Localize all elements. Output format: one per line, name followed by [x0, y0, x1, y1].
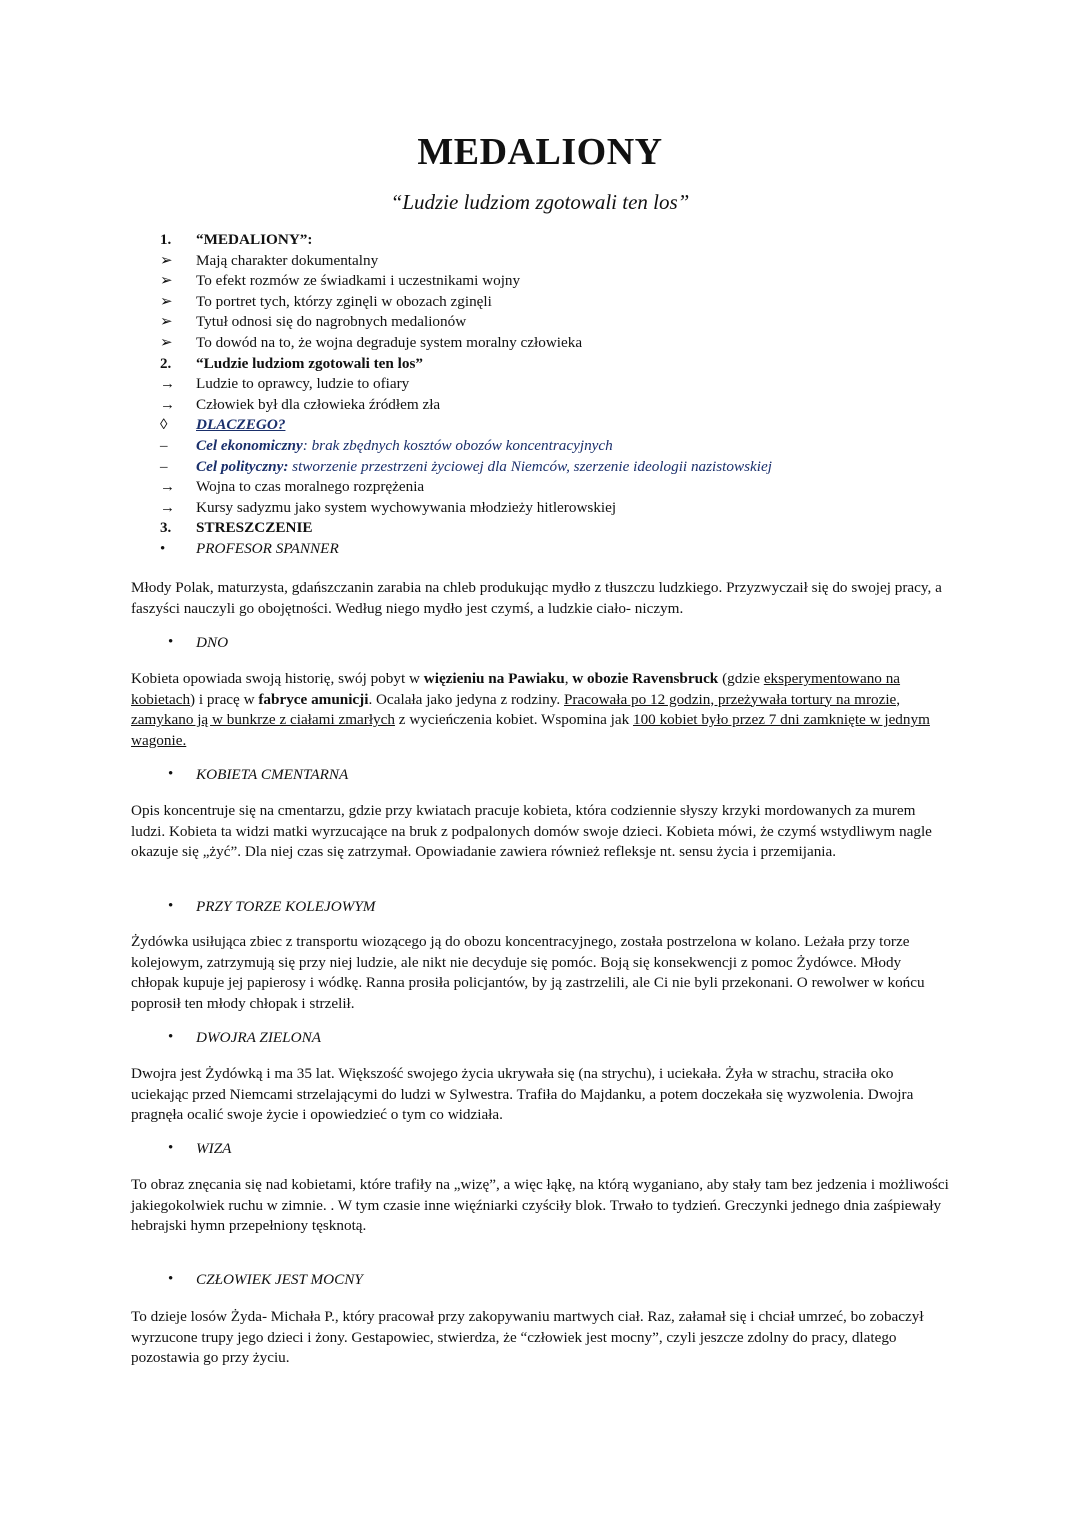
list-item: [160, 292, 1000, 313]
text-run: . Ocalała jako jedyna z rodziny.: [368, 690, 564, 708]
list-lead: Cel ekonomiczny: [196, 436, 303, 454]
list-text: Kursy sadyzmu jako system wychowywania młodzieży hitlerowskiej: [196, 498, 617, 516]
kobieta-paragraph: Opis koncentruje się na cmentarzu, gdzie przy kwiatach pracuje kobieta, która codziennie słyszy krzyki mordowanych za murem ludzi. Kobieta ta widzi matki wyrzucające na bruk z podpalonych domów swoje dzieci. Kobieta mówi, że czymś wstydliwym nagle okazuje się „żyć”. Dla niej czas się zatrzymał. Opowiadanie zawiera również refleksje nt. sensu życia i przemijania.: [131, 802, 932, 861]
arrow-right-icon: →: [160, 396, 175, 413]
dwojra-paragraph: Dwojra jest Żydówką i ma 35 lat. Większość swojego życia ukrywała się (na strychu), i uciekała. Żyła w strachu, straciła oko uciekając przed Niemcami strzelającymi do ludzi w Sylwestra. Trafiła do Majdanku, a potem doczekała się wyzwolenia. Dwojra pragnęła ocalić swoje życie i opowiedzieć o tym co widziała.: [131, 1065, 914, 1124]
list-marker: 1.: [160, 232, 172, 248]
list-heading-dlaczego: DLACZEGO?: [196, 416, 286, 434]
dno-paragraph: [131, 669, 951, 751]
dash-bullet-icon: –: [160, 437, 168, 454]
section-heading: [168, 1271, 363, 1289]
list-item: [160, 395, 1000, 416]
wiza-paragraph: To obraz znęcania się nad kobietami, które trafiły na „wizę”, a więc łąkę, na którą wyganiano, aby stały tam bez jedzenia i możliwości jakiegokolwiek ruchu w zimnie. . W tym czasie inne więźniarki czyściły blok. Trwało to tydzień. Greczynki jednego dnia zaśpiewały hebrajski hymn przepełniony tęsknotą.: [131, 1176, 949, 1235]
bullet-icon: •: [168, 898, 174, 914]
section-title: PRZY TORZE KOLEJOWYM: [196, 898, 376, 915]
list-text: To dowód na to, że wojna degraduje system moralny człowieka: [196, 333, 583, 351]
text-run-bold: w obozie Ravensbruck: [572, 670, 719, 687]
text-run: Kobieta opowiada swoją historię, swój pobyt w: [131, 670, 424, 687]
section-title: DNO: [196, 634, 229, 651]
section-title: KOBIETA CMENTARNA: [196, 766, 349, 783]
bullet-icon: •: [160, 540, 166, 557]
list-item: [160, 539, 1000, 560]
list-text: PROFESOR SPANNER: [196, 539, 339, 557]
list-text: To efekt rozmów ze świadkami i uczestnikami wojny: [196, 272, 521, 290]
list-item: [160, 457, 1000, 478]
section-heading: [168, 1029, 321, 1047]
list-text: stworzenie przestrzeni życiowej dla Niemców, szerzenie ideologii nazistowskiej: [288, 457, 772, 475]
list-item: [160, 333, 1000, 354]
diamond-bullet-icon: ◊: [160, 417, 168, 434]
section-heading: [168, 634, 228, 652]
document-title: MEDALIONY: [417, 131, 663, 173]
list-item: [160, 518, 1000, 539]
list-lead: Cel polityczny:: [196, 457, 289, 475]
text-run: ) i pracę w: [190, 690, 259, 708]
text-run: z wycieńczenia kobiet. Wspomina jak: [394, 711, 633, 729]
list-item: [160, 230, 1000, 251]
list-text: Tytuł odnosi się do nagrobnych medalionów: [196, 313, 467, 331]
list-item: [160, 374, 1000, 395]
list-text: “Ludzie ludziom zgotowali ten los”: [196, 354, 423, 372]
dash-bullet-icon: –: [160, 458, 168, 475]
arrowhead-bullet-icon: ➢: [160, 273, 173, 290]
arrowhead-bullet-icon: ➢: [160, 314, 173, 331]
section-heading: [168, 1140, 231, 1158]
text-run: ,: [564, 670, 573, 687]
text-run-bold: więzieniu na Pawiaku: [423, 670, 565, 687]
list-item: [160, 498, 1000, 519]
list-item: [160, 354, 1000, 375]
spanner-paragraph: Młody Polak, maturzysta, gdańszczanin zarabia na chleb produkując mydło z tłuszczu ludzkiego. Przyzwyczaił się do swojej pracy, a faszyści nauczyli go obojętności. Według niego mydło jest czymś, a ludzkie ciało- niczym.: [131, 579, 942, 617]
list-marker: 3.: [160, 520, 172, 537]
section-title: WIZA: [196, 1140, 232, 1157]
section-heading: [168, 898, 375, 916]
list-item: [160, 436, 1000, 457]
section-title: CZŁOWIEK JEST MOCNY: [196, 1271, 363, 1288]
document-subtitle: “Ludzie ludziom zgotowali ten los”: [390, 190, 690, 214]
bullet-icon: •: [168, 1271, 174, 1287]
arrow-right-icon: →: [160, 479, 175, 496]
section-heading: [168, 766, 348, 784]
text-run-bold: fabryce amunicji: [258, 690, 369, 708]
bullet-icon: •: [168, 1140, 174, 1156]
list-text: Mają charakter dokumentalny: [196, 251, 379, 269]
arrowhead-bullet-icon: ➢: [160, 334, 173, 351]
outline-list: [160, 230, 1000, 560]
bullet-icon: •: [168, 634, 174, 650]
list-text: Ludzie to oprawcy, ludzie to ofiary: [196, 375, 410, 393]
list-text: STRESZCZENIE: [196, 519, 313, 537]
list-marker: 2.: [160, 355, 172, 372]
text-run: (gdzie: [718, 670, 764, 687]
list-item: [160, 415, 1000, 436]
arrow-right-icon: →: [160, 376, 175, 393]
list-text: “MEDALIONY”:: [196, 231, 313, 248]
section-title: DWOJRA ZIELONA: [196, 1029, 322, 1046]
list-text: Człowiek był dla człowieka źródłem zła: [196, 395, 441, 413]
text-run-underlined: 100 kobiet było przez 7 dni zamknięte w jednym wagonie.: [131, 711, 930, 749]
arrowhead-bullet-icon: ➢: [160, 293, 173, 310]
list-item: [160, 251, 1000, 272]
list-item: [160, 312, 1000, 333]
bullet-icon: •: [168, 766, 174, 782]
text-run-underlined: Pracowała po 12 godzin, przeżywała tortury na mrozie, zamykano ją w bunkrze z ciałami zmarłych: [131, 690, 901, 729]
list-text: : brak zbędnych kosztów obozów koncentracyjnych: [302, 436, 613, 454]
arrowhead-bullet-icon: ➢: [160, 252, 173, 269]
list-text: Wojna to czas moralnego rozprężenia: [196, 478, 425, 496]
torze-paragraph: Żydówka usiłująca zbiec z transportu wiozącego ją do obozu koncentracyjnego, została postrzelona w kolano. Leżała przy torze kolejowym, zatrzymują się przy niej ludzie, ale nikt nie decyduje się pomóc. Boją się konsekwencji z pomoc Żydówce. Młody chłopak kupuje jej papierosy i wódkę. Ranna prosiła policjantów, by ją zastrzelili, ale Ci nie byli przekonani. O rewolwer w końcu poprosił ten młody chłopak i strzelił.: [131, 933, 925, 1012]
list-text: To portret tych, którzy zginęli w obozach zginęli: [196, 292, 492, 310]
text-run-underlined: eksperymentowano na kobietach: [131, 670, 901, 708]
arrow-right-icon: →: [160, 499, 175, 516]
list-item: [160, 271, 1000, 292]
czlowiek-paragraph: To dzieje losów Żyda- Michała P., który pracował przy zakopywaniu martwych ciał. Raz, załamał się i chciał umrzeć, bo zobaczył wyrzucone trupy jego dzieci i żony. Gestapowiec, stwierdza, że “człowiek jest mocny”, czyli jeszcze zdolny do pracy, dlatego pozostawia go przy życiu.: [131, 1308, 924, 1367]
bullet-icon: •: [168, 1029, 174, 1045]
list-item: [160, 477, 1000, 498]
